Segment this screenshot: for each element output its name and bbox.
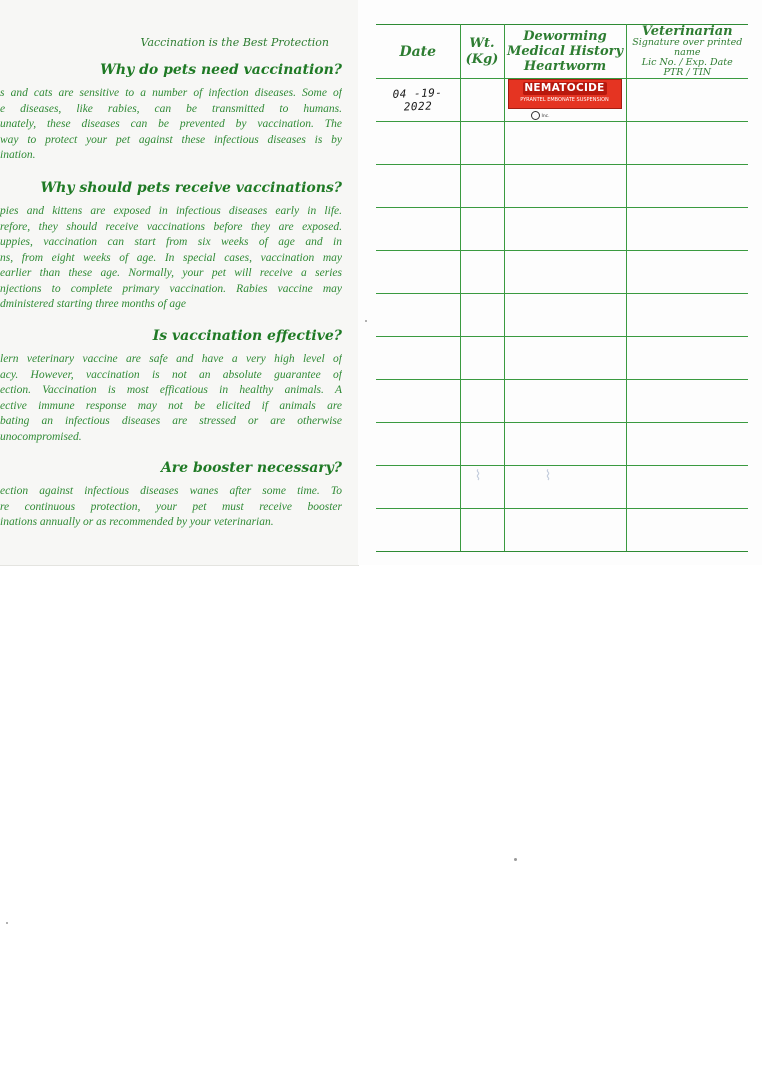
section-effective [0, 328, 342, 445]
table-header-row [376, 25, 748, 79]
weight-cell[interactable] [460, 79, 504, 122]
section-heading: Why should pets receive vaccinations? [40, 180, 342, 196]
body-line: acy. However, vaccination is not an absolute guarantee of [0, 368, 342, 381]
header-vet-title: Veterinarian [641, 24, 733, 39]
date-cell[interactable] [376, 423, 460, 466]
header-veterinarian [626, 25, 748, 79]
manufacturer-logo [531, 111, 593, 121]
section-why-receive [0, 180, 342, 313]
table-row [376, 208, 748, 251]
table-row [376, 165, 748, 208]
date-cell[interactable] [376, 251, 460, 294]
date-cell[interactable] [376, 165, 460, 208]
date-cell[interactable] [376, 466, 460, 509]
paper-speck [365, 320, 367, 322]
vet-cell[interactable] [626, 208, 748, 251]
table-row [376, 423, 748, 466]
vet-cell[interactable] [626, 423, 748, 466]
body-line: unocompromised. [0, 430, 82, 443]
table-row [376, 466, 748, 509]
paper-speck [6, 922, 8, 924]
vet-cell[interactable] [626, 251, 748, 294]
page-header: Vaccination is the Best Protection [140, 36, 329, 49]
section-body [0, 352, 342, 445]
body-line: way to protect your pet against these infectious diseases is by [0, 133, 342, 146]
body-line: s and cats are sensitive to a number of infection diseases. Some of [0, 87, 342, 99]
date-cell[interactable] [376, 122, 460, 165]
vet-cell[interactable] [626, 509, 748, 552]
weight-cell[interactable] [460, 423, 504, 466]
section-why-need [0, 62, 342, 164]
body-line: inations annually or as recommended by your veterinarian. [0, 516, 274, 528]
date-cell[interactable] [376, 208, 460, 251]
header-deworming-line: Deworming [523, 29, 607, 44]
header-deworming-line: Medical History [506, 44, 624, 59]
logo-text: Inc. [541, 114, 550, 119]
logo-icon [531, 111, 540, 120]
header-date [376, 25, 460, 79]
vet-cell[interactable] [626, 294, 748, 337]
bleed-through-mark: ⌇ [540, 468, 556, 484]
deworming-record-table [376, 24, 748, 552]
section-body [0, 204, 342, 313]
paper-speck [514, 858, 517, 861]
section-body [0, 484, 342, 531]
section-booster [0, 460, 342, 531]
body-line: e diseases, like rabies, can be transmitted to humans. [0, 102, 342, 115]
deworming-cell[interactable] [504, 380, 626, 423]
header-weight-unit: (Kg) [465, 51, 499, 67]
deworming-cell[interactable] [504, 509, 626, 552]
date-cell[interactable] [376, 294, 460, 337]
body-line: earlier than these age. Normally, your pet will receive a series [0, 267, 342, 279]
deworming-cell[interactable] [504, 165, 626, 208]
section-heading: Why do pets need vaccination? [100, 62, 342, 78]
header-weight-label: Wt. [469, 35, 495, 51]
body-line: unately, these diseases can be prevented by vaccination. The [0, 118, 342, 130]
vet-cell[interactable] [626, 466, 748, 509]
table-row [376, 251, 748, 294]
table-row [376, 337, 748, 380]
bleed-through-mark: ⌇ [470, 468, 486, 484]
weight-cell[interactable] [460, 337, 504, 380]
table-row [376, 380, 748, 423]
vet-cell[interactable] [626, 165, 748, 208]
header-deworming-line: Heartworm [523, 59, 607, 74]
table-row [376, 79, 748, 122]
table-row [376, 509, 748, 552]
weight-cell[interactable] [460, 251, 504, 294]
body-line: ective immune response may not be elicited if animals are [0, 399, 342, 412]
date-cell[interactable] [376, 380, 460, 423]
deworming-cell[interactable] [504, 466, 626, 509]
deworming-cell[interactable] [504, 79, 626, 122]
body-line: njections to complete primary vaccination. Rabies vaccine may [0, 282, 342, 295]
deworming-cell[interactable] [504, 337, 626, 380]
body-line: ection against infectious diseases wanes after some time. To [0, 485, 342, 497]
body-line: lern veterinary vaccine are safe and have a very high level of [0, 353, 342, 365]
deworming-cell[interactable] [504, 294, 626, 337]
header-vet-sub: Signature over printed name [632, 37, 743, 58]
weight-cell[interactable] [460, 509, 504, 552]
header-weight [460, 25, 504, 79]
date-cell[interactable] [376, 509, 460, 552]
date-cell[interactable] [376, 337, 460, 380]
body-line: dministered starting three months of age [0, 298, 187, 310]
section-heading: Are booster necessary? [160, 460, 342, 476]
weight-cell[interactable] [460, 380, 504, 423]
vet-cell[interactable] [626, 122, 748, 165]
nematocide-sticker [508, 79, 622, 109]
date-cell[interactable] [376, 79, 460, 122]
body-line: uppies, vaccination can start from six weeks of age and in [0, 236, 342, 248]
body-line: pies and kittens are exposed in infectious diseases early in life. [0, 205, 342, 217]
sticker-title: NEMATOCIDE [524, 82, 605, 94]
vet-cell[interactable] [626, 79, 748, 122]
header-deworming [504, 25, 626, 79]
deworming-cell[interactable] [504, 251, 626, 294]
deworming-cell[interactable] [504, 423, 626, 466]
sticker-subtitle: PYRANTEL EMBONATE SUSPENSION [520, 97, 609, 103]
weight-cell[interactable] [460, 208, 504, 251]
table-row [376, 122, 748, 165]
weight-cell[interactable] [460, 122, 504, 165]
header-vet-sub: Lic No. / Exp. Date [641, 57, 733, 68]
header-date-label: Date [399, 43, 437, 60]
weight-cell[interactable] [460, 294, 504, 337]
body-line: ination. [0, 149, 36, 161]
vet-cell[interactable] [626, 380, 748, 423]
left-page [0, 0, 359, 566]
weight-cell[interactable] [460, 165, 504, 208]
handwritten-date: 04 -19- 2022 [392, 86, 443, 114]
table-row [376, 294, 748, 337]
deworming-cell[interactable] [504, 208, 626, 251]
deworming-cell[interactable] [504, 122, 626, 165]
header-vet-sub: PTR / TIN [663, 67, 712, 78]
body-line: refore, they should receive vaccinations before they are exposed. [0, 220, 342, 233]
section-body [0, 86, 342, 164]
section-heading: Is vaccination effective? [152, 328, 342, 344]
body-line: ns, from eight weeks of age. In special cases, vaccination may [0, 251, 342, 264]
body-line: bating an infectious diseases are stressed or are otherwise [0, 415, 342, 427]
body-line: re continuous protection, your pet must receive booster [0, 500, 342, 513]
vet-cell[interactable] [626, 337, 748, 380]
body-line: ection. Vaccination is most efficatious in healthy animals. A [0, 384, 342, 396]
